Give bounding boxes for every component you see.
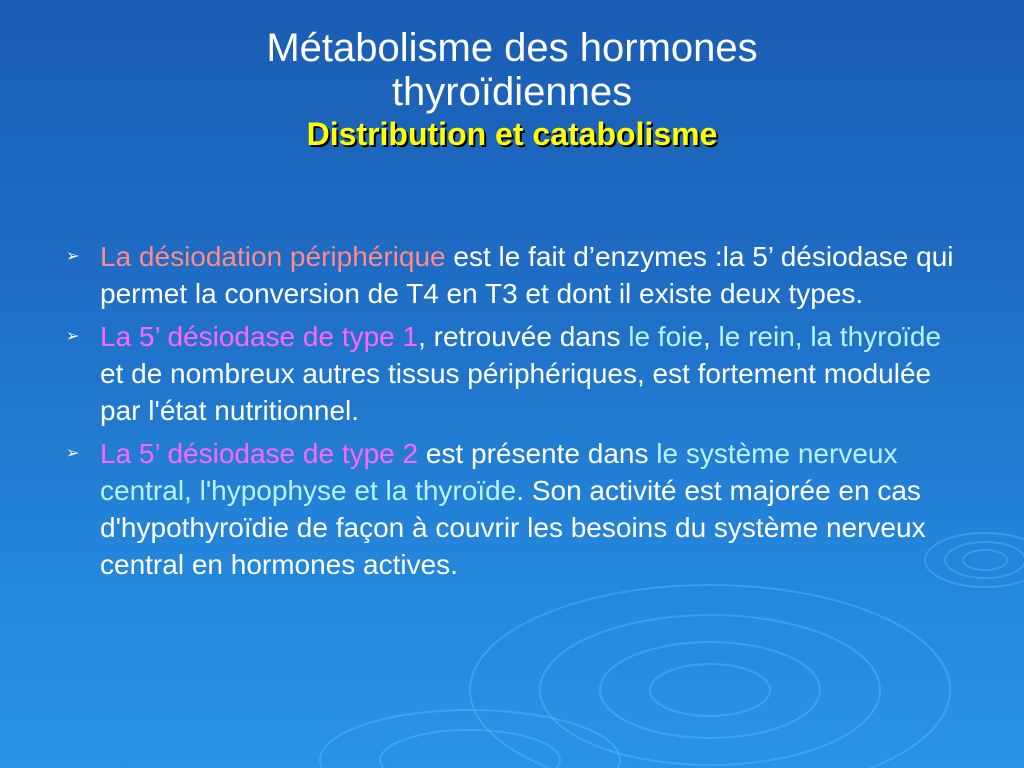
bullet-text-segment: le foie — [628, 321, 703, 352]
slide-subtitle: Distribution et catabolisme — [306, 116, 718, 152]
slide-title-line-2: thyroïdiennes — [391, 70, 633, 114]
bullet-text-segment: La désiodation périphérique — [100, 241, 446, 272]
bullet-text-segment: . Son activité est majorée en cas d'hypothyroïdie de façon à couvrir les besoins du système nerveux central en hormones actives. — [100, 475, 926, 580]
bullet-list — [60, 238, 970, 589]
bullet-arrow-icon: ➢ — [66, 248, 80, 265]
bullet-item-1 — [60, 238, 970, 312]
bullet-text-segment: La 5’ désiodase de type 2 — [100, 438, 419, 469]
bullet-text-segment: , — [702, 321, 719, 352]
bullet-text-segment: le système nerveux central, l'hypophyse et la thyroïde — [100, 438, 898, 506]
bullet-item-3 — [60, 435, 970, 583]
bullet-arrow-icon: ➢ — [66, 328, 80, 345]
slide-title-line-1: Métabolisme des hormones — [266, 26, 758, 70]
slide-header — [0, 26, 1024, 154]
bullet-arrow-icon: ➢ — [66, 445, 80, 462]
bullet-text-segment: et de nombreux autres tissus périphériques, est fortement modulée par l'état nutritionnel. — [100, 358, 932, 426]
bullet-item-2 — [60, 318, 970, 429]
bullet-text-segment: , retrouvée dans — [418, 321, 629, 352]
bullet-text-segment: est présente dans — [418, 438, 657, 469]
bullet-text-segment: est le fait d’enzymes :la 5’ désiodase qui permet la conversion de T4 en T3 et dont il existe deux types. — [100, 241, 954, 309]
bullet-text-segment: le rein, la thyroïde — [718, 321, 942, 352]
bullet-text-segment: La 5’ désiodase de type 1 — [100, 321, 419, 352]
